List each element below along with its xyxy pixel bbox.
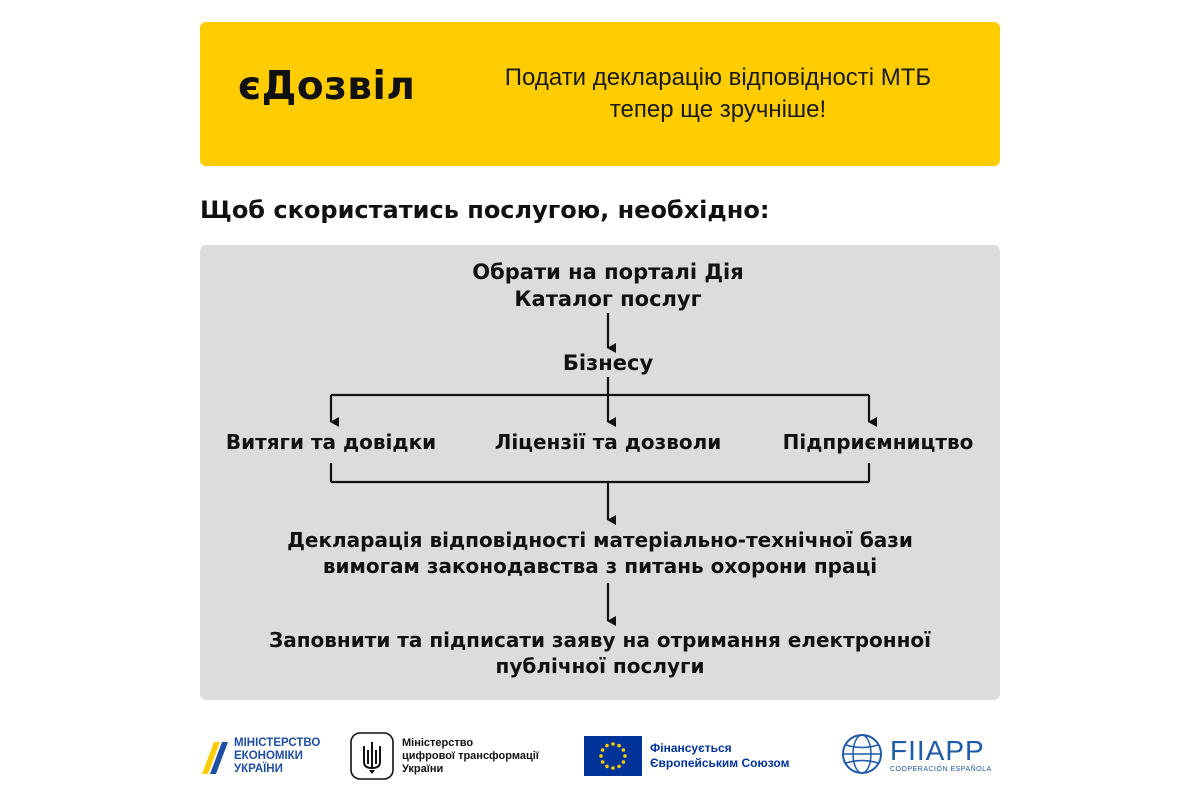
partner-logos	[200, 728, 1000, 790]
step4-line-2: публічної послуги	[495, 654, 705, 678]
ministry-digital-line-3: України	[402, 762, 444, 775]
brand-title: єДозвіл	[238, 64, 416, 109]
tagline-line-1: Подати декларацію відповідності МТБ	[504, 64, 932, 91]
header-banner	[200, 22, 1000, 166]
step3-line-2: вимогам законодавства з питань охорони праці	[322, 554, 878, 578]
banner-tagline	[438, 62, 998, 126]
step4-line-1: Заповнити та підписати заяву на отримання електронної	[268, 628, 932, 652]
ministry-economy-line-1: МІНІСТЕРСТВО	[234, 736, 321, 749]
ministry-economy-line-2: ЕКОНОМІКИ	[234, 749, 303, 762]
logo-ministry-economy	[200, 736, 320, 776]
step1-line-1: Обрати на порталі Дія	[472, 260, 744, 284]
section-heading: Щоб скористатись послугою, необхідно:	[200, 196, 770, 224]
globe-icon	[840, 732, 884, 776]
logo-ministry-digital	[350, 732, 539, 780]
trident-icon	[350, 732, 394, 780]
flow-step-application	[210, 627, 990, 679]
step1-line-2: Каталог послуг	[514, 287, 702, 311]
logo-fiiapp	[840, 732, 992, 776]
eu-line-2: Європейським Союзом	[650, 756, 790, 770]
eu-flag-icon	[584, 736, 642, 776]
flow-diagram	[200, 245, 1000, 700]
flow-step-portal	[408, 259, 808, 313]
ministry-digital-line-1: Міністерство	[402, 736, 474, 749]
flow-branch-licenses: Ліцензії та дозволи	[494, 430, 722, 454]
flow-branch-extracts: Витяги та довідки	[225, 430, 437, 454]
tagline-line-2: тепер ще зручніше!	[609, 96, 827, 123]
eu-line-1: Фінансується	[650, 741, 732, 755]
flow-branch-entrepreneurship: Підприємництво	[782, 430, 974, 454]
logo-eu	[584, 736, 789, 776]
flow-step-business: Бізнесу	[562, 351, 654, 375]
fiiapp-name: FIIAPP	[890, 734, 985, 766]
fiiapp-subtitle: COOPERACIÓN ESPAÑOLA	[890, 765, 992, 773]
ministry-economy-icon	[200, 736, 230, 776]
flow-step-declaration	[210, 527, 990, 579]
ministry-digital-line-2: цифрової трансформації	[402, 749, 539, 762]
ministry-economy-line-3: УКРАЇНИ	[234, 762, 283, 775]
step3-line-1: Декларація відповідності матеріально-технічної бази	[287, 528, 913, 552]
